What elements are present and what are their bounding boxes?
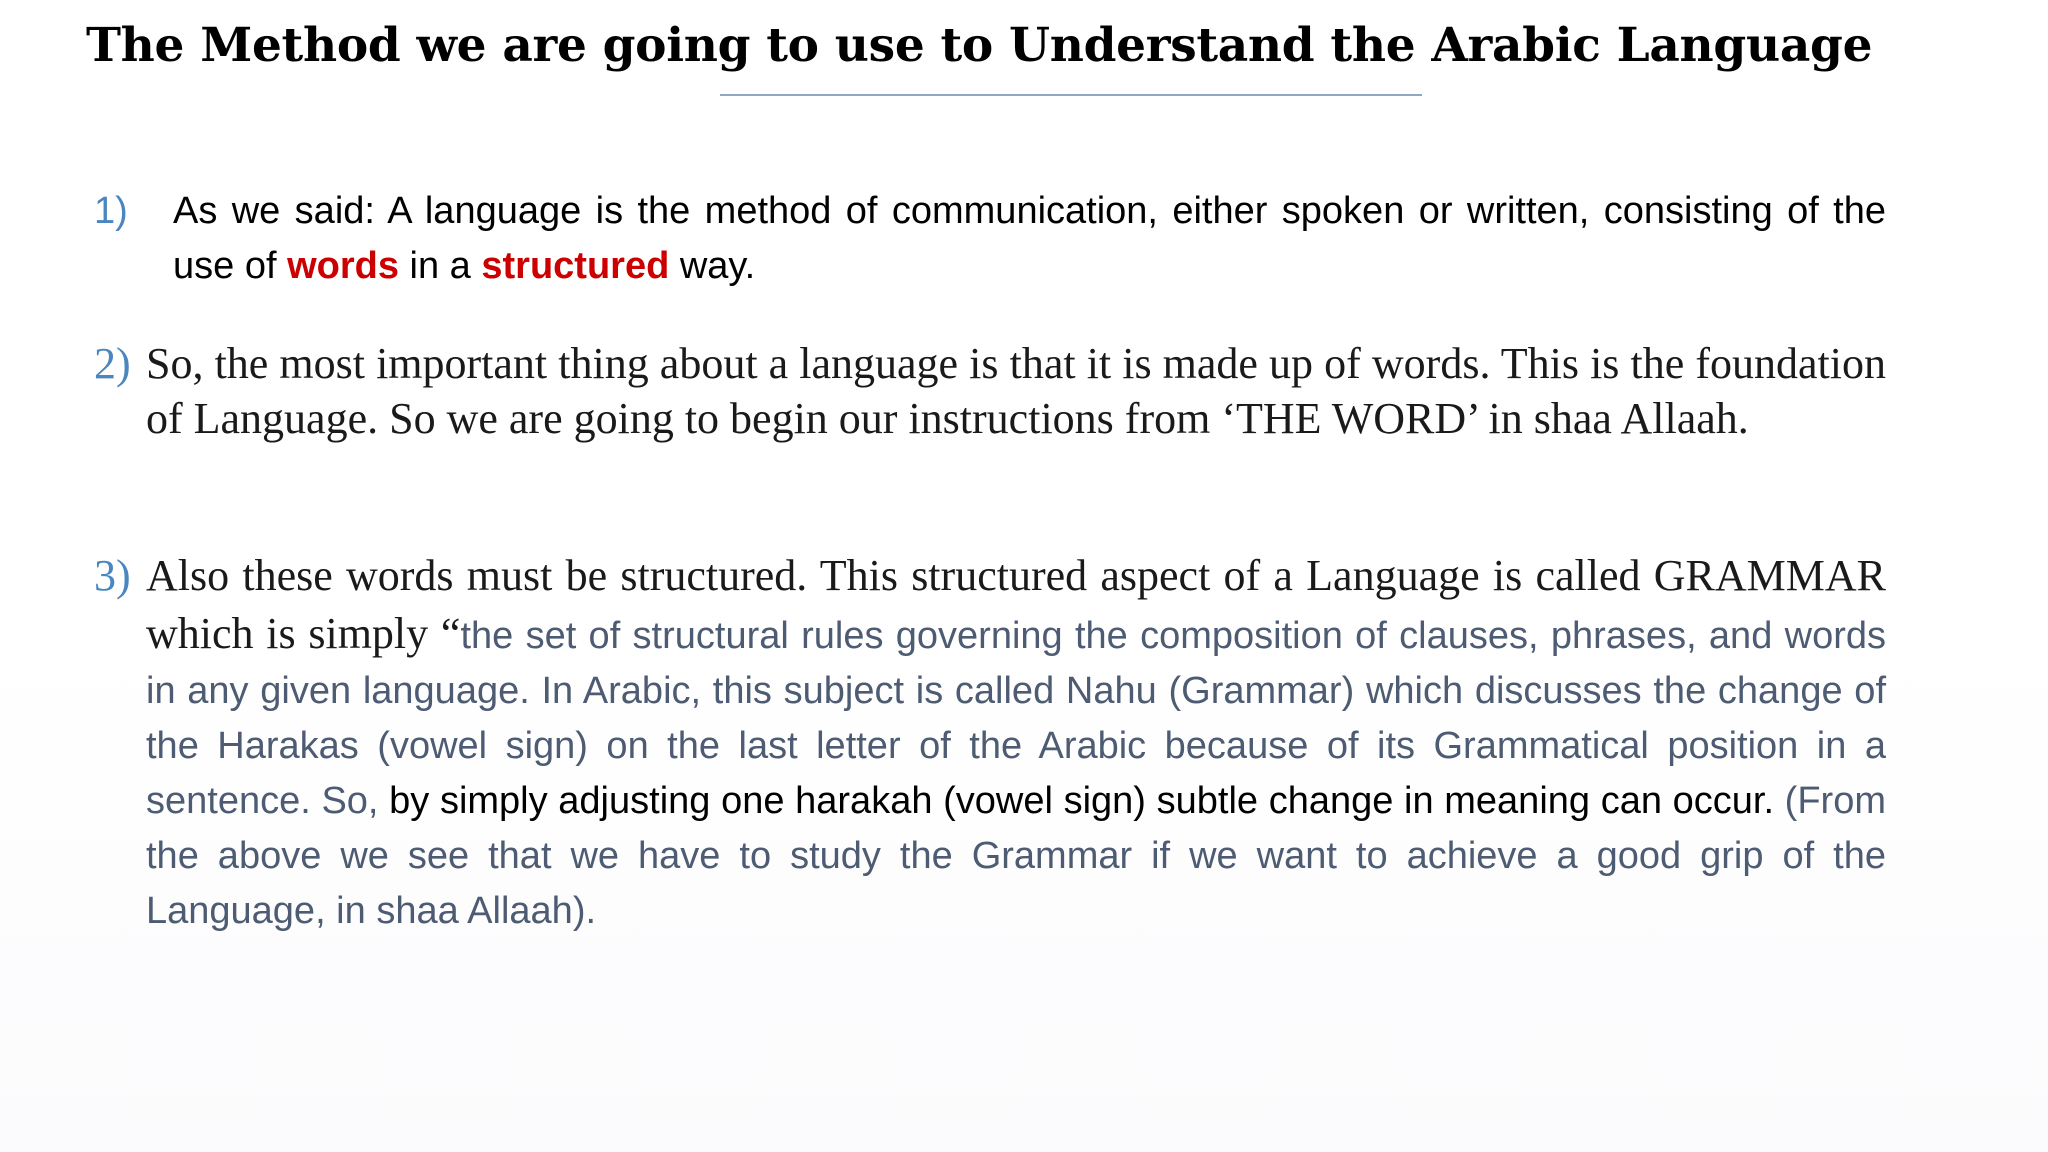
- point-text: So, the most important thing about a language is that it is made up of words. This is the foundation of Language. So we are going to begin our instructions from ‘THE WORD’ in shaa Allaah.: [146, 339, 1886, 443]
- point-emphasis: by simply adjusting one harakah (vowel sign) subtle change in meaning can occur.: [389, 780, 1775, 822]
- slide-title: The Method we are going to use to Understand the Arabic Language: [86, 18, 1873, 73]
- point-text-segment: way.: [669, 245, 756, 287]
- point-text: [173, 184, 1886, 294]
- title-underline: [720, 94, 1422, 96]
- point-2: [94, 336, 1886, 446]
- grammar-definition: the set of structural rules governing the composition of clauses, phrases, and words in any given language. In Arabic, this subject is called Nahu (Grammar) which discusses the change of the Harakas (vowel sign) on the last letter of the Arabic because of its Grammatical position in a sentence. So,: [146, 615, 1886, 822]
- point-text-segment: in a: [398, 245, 482, 287]
- point-intro: Also these words must be structured. This structured aspect of a Language is called GRAMMAR which is simply “: [146, 551, 1886, 658]
- highlight-words: words: [287, 245, 399, 287]
- point-text-segment: As we said: A language is the method of communication, either spoken or written, consisting of the use of: [173, 190, 1886, 287]
- highlight-structured: structured: [481, 245, 670, 287]
- point-conclusion: (From the above we see that we have to study the Grammar if we want to achieve a good grip of the Language, in shaa Allaah).: [146, 780, 1886, 932]
- point-number: 1): [94, 190, 128, 232]
- point-number: 2): [94, 339, 131, 388]
- point-1: [94, 184, 1886, 294]
- point-3: [94, 548, 1886, 939]
- point-text: [146, 548, 1886, 939]
- point-number: 3): [94, 551, 131, 600]
